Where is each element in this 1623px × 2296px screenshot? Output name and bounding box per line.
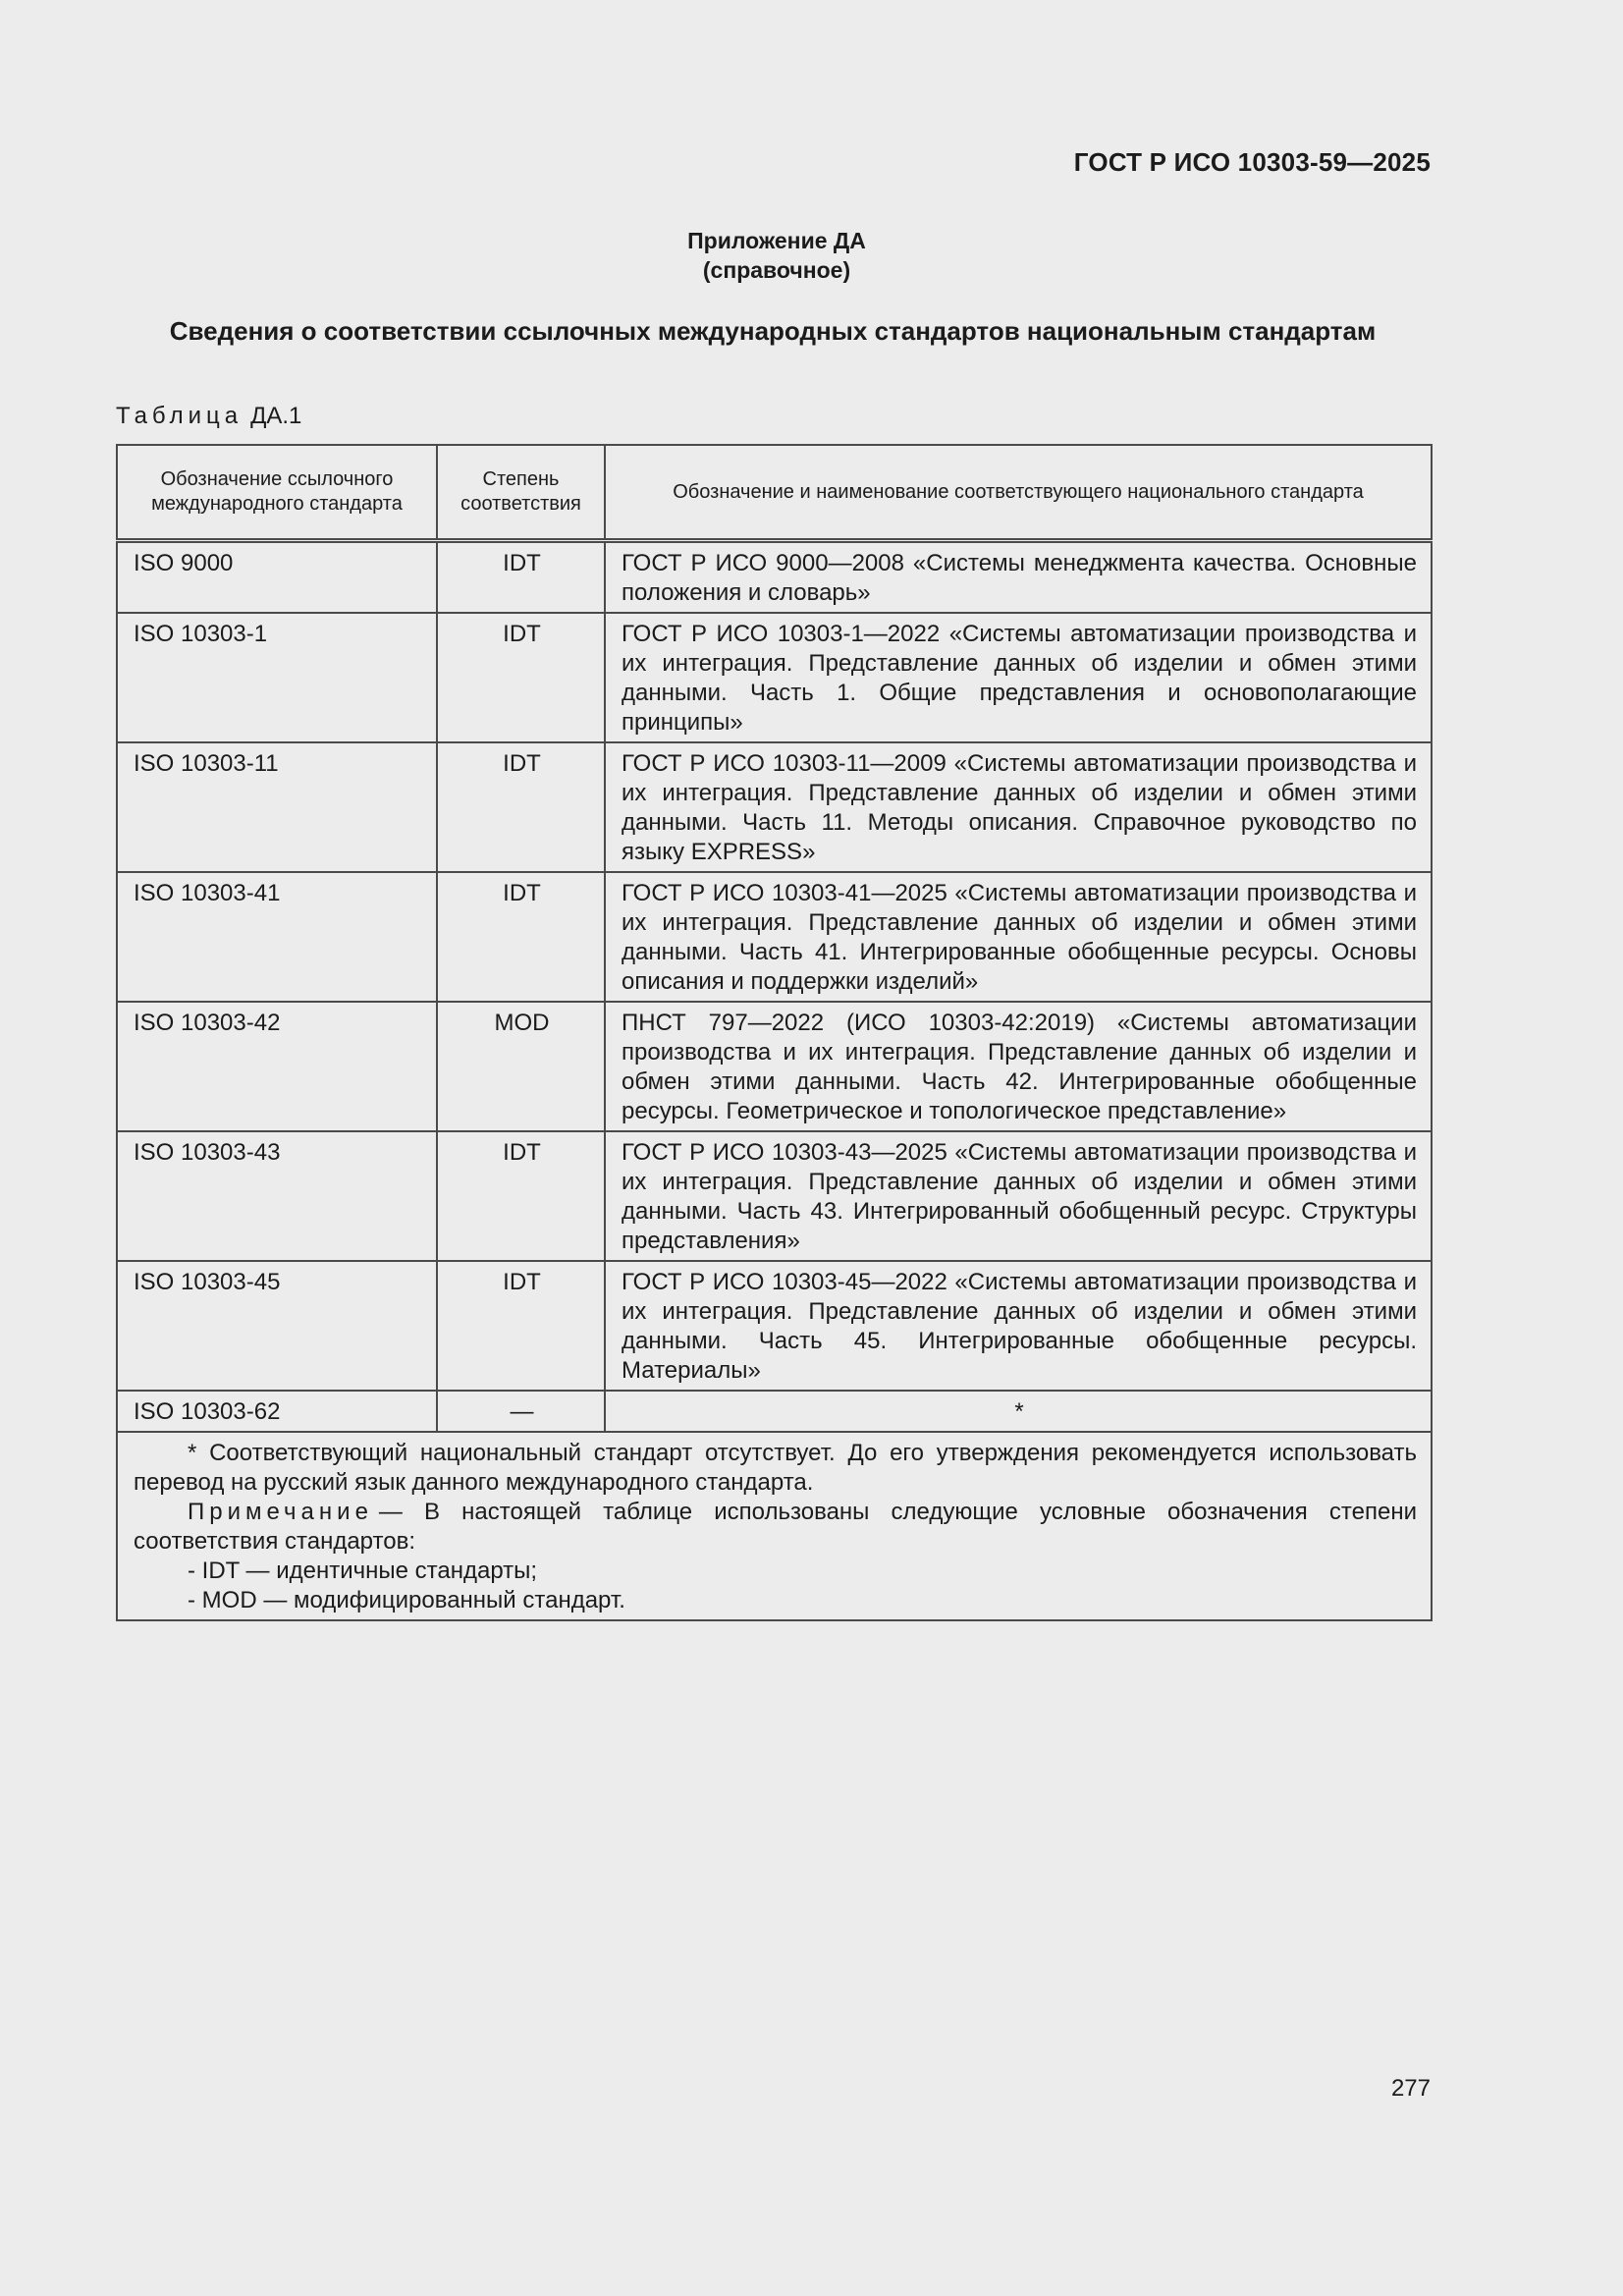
appendix-title: Приложение ДА bbox=[687, 228, 866, 253]
cell-degree: IDT bbox=[437, 541, 605, 614]
note bbox=[134, 1498, 1417, 1557]
cell-degree: — bbox=[437, 1391, 605, 1432]
cell-national-standard: ГОСТ Р ИСО 9000—2008 «Системы менеджмента качества. Основные положения и словарь» bbox=[605, 541, 1432, 614]
cell-international-code: ISO 10303-43 bbox=[117, 1131, 437, 1261]
table-notes bbox=[117, 1432, 1432, 1620]
table-notes-row bbox=[117, 1432, 1432, 1620]
table-caption-number: ДА.1 bbox=[250, 403, 302, 429]
section-title: Сведения о соответствии ссылочных международных стандартов национальным стандартам bbox=[169, 316, 1377, 346]
cell-national-standard: ГОСТ Р ИСО 10303-1—2022 «Системы автоматизации производства и их интеграция. Представление данных об изделии и обмен этими данными. Часть 1. Общие представления и основополагающие принципы» bbox=[605, 613, 1432, 742]
cell-national-standard: ПНСТ 797—2022 (ИСО 10303-42:2019) «Системы автоматизации производства и их интеграция. Представление данных об изделии и обмен этими данными. Часть 42. Интегрированные обобщенные ресурсы. Геометрическое и топологическое представление» bbox=[605, 1002, 1432, 1131]
document-code: ГОСТ Р ИСО 10303-59—2025 bbox=[1073, 147, 1431, 177]
table-caption-word: Таблица bbox=[116, 403, 243, 429]
cell-international-code: ISO 10303-41 bbox=[117, 872, 437, 1002]
header-degree: Степень соответствия bbox=[437, 445, 605, 541]
cell-national-standard: ГОСТ Р ИСО 10303-43—2025 «Системы автоматизации производства и их интеграция. Представление данных об изделии и обмен этими данными. Часть 43. Интегрированный обобщенный ресурс. Структуры представления» bbox=[605, 1131, 1432, 1261]
cell-degree: IDT bbox=[437, 872, 605, 1002]
cell-degree: IDT bbox=[437, 1261, 605, 1391]
cell-degree: IDT bbox=[437, 742, 605, 872]
cell-international-code: ISO 9000 bbox=[117, 541, 437, 614]
table-row bbox=[117, 872, 1432, 1002]
note-item: - IDT — идентичные стандарты; bbox=[188, 1558, 538, 1584]
note-text: — В настоящей таблице использованы следующие условные обозначения степени соответствия стандартов: bbox=[134, 1499, 1417, 1555]
page-number: 277 bbox=[1390, 2075, 1431, 2102]
footnote: * Соответствующий национальный стандарт отсутствует. До его утверждения рекомендуется использовать перевод на русский язык данного международного стандарта. bbox=[134, 1440, 1417, 1496]
appendix-heading bbox=[0, 226, 1553, 285]
cell-international-code: ISO 10303-1 bbox=[117, 613, 437, 742]
note-item: - MOD — модифицированный стандарт. bbox=[188, 1587, 625, 1613]
table-row bbox=[117, 1131, 1432, 1261]
cell-international-code: ISO 10303-45 bbox=[117, 1261, 437, 1391]
cell-degree: IDT bbox=[437, 613, 605, 742]
table-row bbox=[117, 1261, 1432, 1391]
cell-degree: IDT bbox=[437, 1131, 605, 1261]
cell-international-code: ISO 10303-11 bbox=[117, 742, 437, 872]
header-national-standard: Обозначение и наименование соответствующего национального стандарта bbox=[605, 445, 1432, 541]
appendix-subtitle: (справочное) bbox=[702, 257, 851, 283]
table-row bbox=[117, 613, 1432, 742]
cell-national-standard: * bbox=[605, 1391, 1432, 1432]
table-row bbox=[117, 1002, 1432, 1131]
cell-international-code: ISO 10303-62 bbox=[117, 1391, 437, 1432]
correspondence-table bbox=[116, 444, 1433, 1621]
cell-degree: MOD bbox=[437, 1002, 605, 1131]
header-international-standard: Обозначение ссылочного международного стандарта bbox=[117, 445, 437, 541]
cell-national-standard: ГОСТ Р ИСО 10303-11—2009 «Системы автоматизации производства и их интеграция. Представление данных об изделии и обмен этими данными. Часть 11. Методы описания. Справочное руководство по языку EXPRESS» bbox=[605, 742, 1432, 872]
cell-national-standard: ГОСТ Р ИСО 10303-41—2025 «Системы автоматизации производства и их интеграция. Представление данных об изделии и обмен этими данными. Часть 41. Интегрированные обобщенные ресурсы. Основы описания и поддержки изделий» bbox=[605, 872, 1432, 1002]
table-row bbox=[117, 1391, 1432, 1432]
table-header-row bbox=[117, 445, 1432, 541]
table-row bbox=[117, 541, 1432, 614]
table-row bbox=[117, 742, 1432, 872]
note-label: Примечание bbox=[188, 1499, 373, 1525]
cell-national-standard: ГОСТ Р ИСО 10303-45—2022 «Системы автоматизации производства и их интеграция. Представление данных об изделии и обмен этими данными. Часть 45. Интегрированные обобщенные ресурсы. Материалы» bbox=[605, 1261, 1432, 1391]
table-caption bbox=[116, 403, 301, 430]
cell-international-code: ISO 10303-42 bbox=[117, 1002, 437, 1131]
